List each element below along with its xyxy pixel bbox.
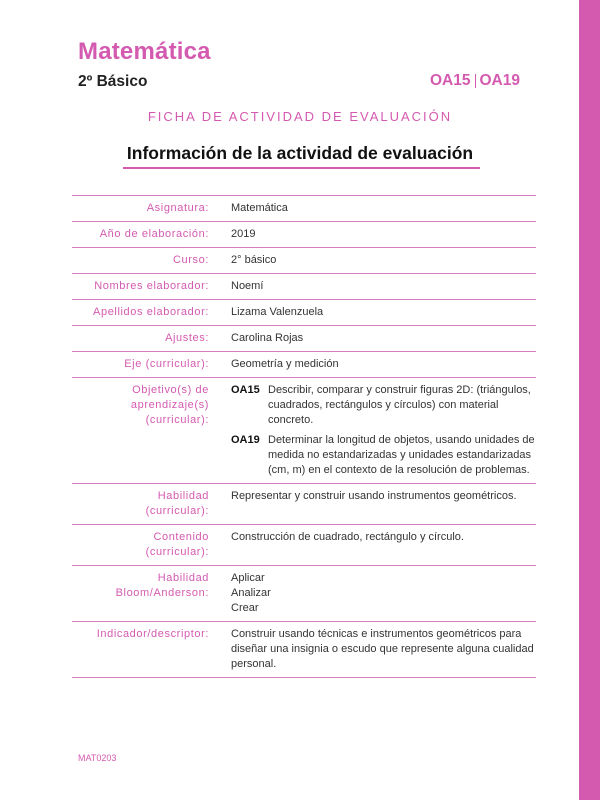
indicator-value: Construir usando técnicas e instrumentos geométricos para diseñar una insignia o escudo que represente alguna cualidad personal. [231, 628, 534, 670]
indicator-row [72, 622, 536, 678]
table-row [72, 352, 536, 378]
objective-item [231, 383, 536, 428]
row-value: 2° básico [231, 254, 277, 266]
objective-text: Determinar la longitud de objetos, usando unidades de medida no estandarizadas y unidades estandarizadas (cm, m) en el contexto de la resolución de problemas. [268, 434, 535, 476]
info-table [72, 195, 536, 678]
row-label: Curso: [173, 254, 209, 266]
bloom-label: Habilidad Bloom/Anderson: [115, 572, 209, 599]
objective-code: OA15 [231, 384, 260, 396]
footer-code: MAT0203 [78, 753, 117, 763]
objectives-row [72, 378, 536, 484]
skill-value: Representar y construir usando instrumentos geométricos. [231, 490, 517, 502]
row-label: Ajustes: [165, 332, 209, 344]
table-row [72, 248, 536, 274]
indicator-label: Indicador/descriptor: [96, 628, 209, 640]
skill-label: Habilidad (curricular): [145, 490, 209, 517]
row-label: Apellidos elaborador: [93, 306, 209, 318]
section-title: Información de la actividad de evaluación [126, 143, 474, 163]
content-row [72, 525, 536, 566]
row-value: Matemática [231, 202, 288, 214]
oa-separator [475, 74, 476, 88]
document-type: FICHA DE ACTIVIDAD DE EVALUACIÓN [147, 109, 453, 124]
objective-text: Describir, comparar y construir figuras 2D: (triángulos, cuadrados, rectángulos y círculos) con material concreto. [268, 384, 531, 426]
objective-code: OA19 [231, 434, 260, 446]
oa-code-1: OA15 [430, 72, 471, 89]
bloom-item: Aplicar [231, 572, 265, 584]
subject-title: Matemática [78, 38, 211, 65]
content-label: Contenido (curricular): [145, 531, 209, 558]
bloom-value [209, 566, 536, 621]
row-label: Asignatura: [146, 202, 209, 214]
objective-item [231, 433, 536, 478]
bloom-row [72, 566, 536, 622]
grade-label: 2º Básico [78, 73, 148, 90]
table-row [72, 222, 536, 248]
skill-row [72, 484, 536, 525]
content-value: Construcción de cuadrado, rectángulo y círculo. [231, 531, 464, 543]
row-value: 2019 [231, 228, 256, 240]
row-label: Eje (curricular): [124, 358, 209, 370]
objectives-label: Objetivo(s) de aprendizaje(s) (curricular): [130, 384, 209, 426]
title-underline [123, 167, 480, 169]
table-row [72, 196, 536, 222]
row-value: Noemí [231, 280, 264, 292]
row-label: Año de elaboración: [99, 228, 209, 240]
bloom-item: Crear [231, 602, 259, 614]
row-value: Carolina Rojas [231, 332, 304, 344]
table-row [72, 274, 536, 300]
bloom-item: Analizar [231, 587, 271, 599]
oa-code-2: OA19 [479, 72, 520, 89]
row-label: Nombres elaborador: [94, 280, 209, 292]
oa-codes [430, 72, 520, 90]
row-value: Geometría y medición [231, 358, 339, 370]
table-row [72, 326, 536, 352]
objectives-value [209, 378, 536, 483]
table-row [72, 300, 536, 326]
row-value: Lizama Valenzuela [231, 306, 324, 318]
